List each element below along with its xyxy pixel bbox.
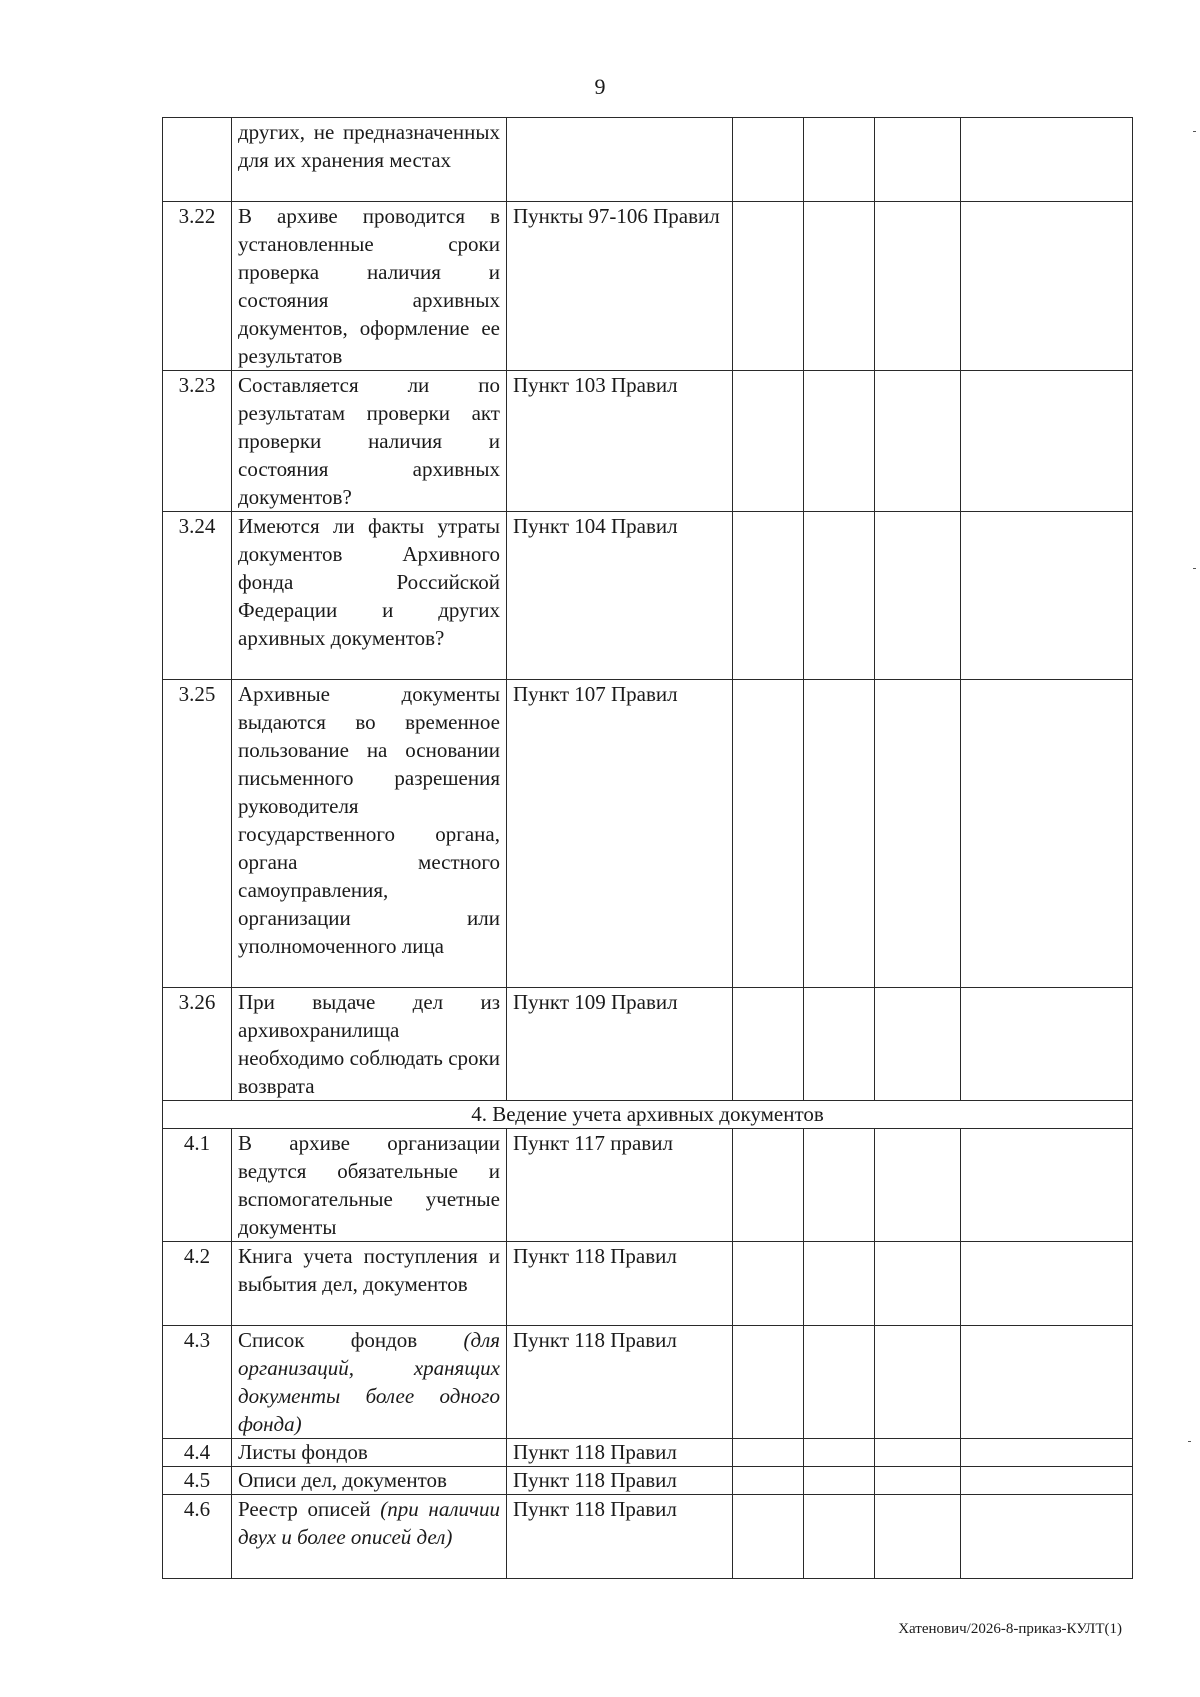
empty-cell xyxy=(804,680,875,988)
item-number: 4.6 xyxy=(163,1495,232,1579)
table-row xyxy=(163,988,1133,1101)
empty-cell xyxy=(733,202,804,371)
item-number: 4.4 xyxy=(163,1439,232,1467)
empty-cell xyxy=(804,1326,875,1439)
section-header-row xyxy=(163,1101,1133,1129)
empty-cell xyxy=(733,371,804,512)
item-question: других, не предназначенных для их хранения местах xyxy=(232,118,507,202)
empty-cell xyxy=(875,118,961,202)
empty-cell xyxy=(961,1242,1133,1326)
empty-cell xyxy=(804,202,875,371)
item-number: 4.2 xyxy=(163,1242,232,1326)
empty-cell xyxy=(804,1495,875,1579)
empty-cell xyxy=(733,1467,804,1495)
empty-cell xyxy=(733,680,804,988)
empty-cell xyxy=(875,1242,961,1326)
item-question xyxy=(232,1326,507,1439)
empty-cell xyxy=(804,1439,875,1467)
empty-cell xyxy=(733,1129,804,1242)
table-row xyxy=(163,680,1133,988)
empty-cell xyxy=(733,988,804,1101)
empty-cell xyxy=(961,118,1133,202)
item-note: (для организаций, хранящих документы более одного фонда) xyxy=(238,1328,500,1436)
item-question-text: Реестр описей xyxy=(238,1497,371,1521)
empty-cell xyxy=(733,512,804,680)
item-number: 4.3 xyxy=(163,1326,232,1439)
empty-cell xyxy=(804,512,875,680)
table-row xyxy=(163,1495,1133,1579)
empty-cell xyxy=(875,512,961,680)
empty-cell xyxy=(804,1129,875,1242)
page-number: 9 xyxy=(594,74,606,99)
empty-cell xyxy=(961,512,1133,680)
empty-cell xyxy=(961,1439,1133,1467)
item-reference: Пункт 118 Правил xyxy=(507,1326,733,1439)
empty-cell xyxy=(875,1495,961,1579)
empty-cell xyxy=(961,988,1133,1101)
item-number: 3.25 xyxy=(163,680,232,988)
item-number: 3.22 xyxy=(163,202,232,371)
empty-cell xyxy=(961,1129,1133,1242)
item-question: В архиве организации ведутся обязательные и вспомогательные учетные документы xyxy=(232,1129,507,1242)
empty-cell xyxy=(875,988,961,1101)
item-question: Листы фондов xyxy=(232,1439,507,1467)
empty-cell xyxy=(961,1495,1133,1579)
empty-cell xyxy=(733,1242,804,1326)
item-question: Книга учета поступления и выбытия дел, документов xyxy=(232,1242,507,1326)
empty-cell xyxy=(804,371,875,512)
item-reference: Пункт 107 Правил xyxy=(507,680,733,988)
item-question-text: Список фондов xyxy=(238,1328,418,1352)
item-number: 4.5 xyxy=(163,1467,232,1495)
empty-cell xyxy=(961,1467,1133,1495)
item-question: Составляется ли по результатам проверки акт проверки наличия и состояния архивных документов? xyxy=(232,371,507,512)
item-reference: Пункт 118 Правил xyxy=(507,1467,733,1495)
empty-cell xyxy=(961,1326,1133,1439)
item-question: В архиве проводится в установленные сроки проверка наличия и состояния архивных документов, оформление ее результатов xyxy=(232,202,507,371)
item-reference: Пункты 97-106 Правил xyxy=(507,202,733,371)
table-row xyxy=(163,1439,1133,1467)
table-row xyxy=(163,371,1133,512)
item-number: 3.23 xyxy=(163,371,232,512)
item-reference: Пункт 118 Правил xyxy=(507,1242,733,1326)
item-reference: Пункт 118 Правил xyxy=(507,1439,733,1467)
item-note: (при наличии двух и более описей дел) xyxy=(238,1497,500,1549)
empty-cell xyxy=(875,1326,961,1439)
item-question: Описи дел, документов xyxy=(232,1467,507,1495)
item-number: 3.24 xyxy=(163,512,232,680)
empty-cell xyxy=(804,988,875,1101)
item-question xyxy=(232,1495,507,1579)
item-question: При выдаче дел из архивохранилища необходимо соблюдать сроки возврата xyxy=(232,988,507,1101)
empty-cell xyxy=(733,1495,804,1579)
empty-cell xyxy=(961,371,1133,512)
item-question: Имеются ли факты утраты документов Архивного фонда Российской Федерации и других архивных документов? xyxy=(232,512,507,680)
empty-cell xyxy=(875,1129,961,1242)
checklist-table xyxy=(162,117,1133,1579)
empty-cell xyxy=(875,202,961,371)
empty-cell xyxy=(804,118,875,202)
item-reference: Пункт 104 Правил xyxy=(507,512,733,680)
scan-mark xyxy=(1193,568,1196,569)
table-row xyxy=(163,1326,1133,1439)
table-row xyxy=(163,202,1133,371)
empty-cell xyxy=(733,118,804,202)
empty-cell xyxy=(875,680,961,988)
item-number: 4.1 xyxy=(163,1129,232,1242)
section-title: 4. Ведение учета архивных документов xyxy=(163,1101,1133,1129)
document-footer: Хатенович/2026-8-приказ-КУЛТ(1) xyxy=(898,1621,1122,1637)
scan-mark xyxy=(1188,1441,1191,1442)
empty-cell xyxy=(804,1242,875,1326)
item-question: Архивные документы выдаются во временное пользование на основании письменного разрешения руководителя государственного органа, органа местного самоуправления, организации или уполномоченного лица xyxy=(232,680,507,988)
empty-cell xyxy=(733,1439,804,1467)
table-row xyxy=(163,512,1133,680)
item-number xyxy=(163,118,232,202)
empty-cell xyxy=(875,1467,961,1495)
empty-cell xyxy=(961,680,1133,988)
scan-mark xyxy=(1193,131,1196,132)
empty-cell xyxy=(875,371,961,512)
empty-cell xyxy=(961,202,1133,371)
item-reference: Пункт 103 Правил xyxy=(507,371,733,512)
empty-cell xyxy=(804,1467,875,1495)
item-reference: Пункт 117 правил xyxy=(507,1129,733,1242)
table-row xyxy=(163,1129,1133,1242)
table-row xyxy=(163,118,1133,202)
empty-cell xyxy=(733,1326,804,1439)
item-reference: Пункт 118 Правил xyxy=(507,1495,733,1579)
empty-cell xyxy=(875,1439,961,1467)
table-row xyxy=(163,1467,1133,1495)
item-reference: Пункт 109 Правил xyxy=(507,988,733,1101)
item-number: 3.26 xyxy=(163,988,232,1101)
item-reference xyxy=(507,118,733,202)
table-row xyxy=(163,1242,1133,1326)
